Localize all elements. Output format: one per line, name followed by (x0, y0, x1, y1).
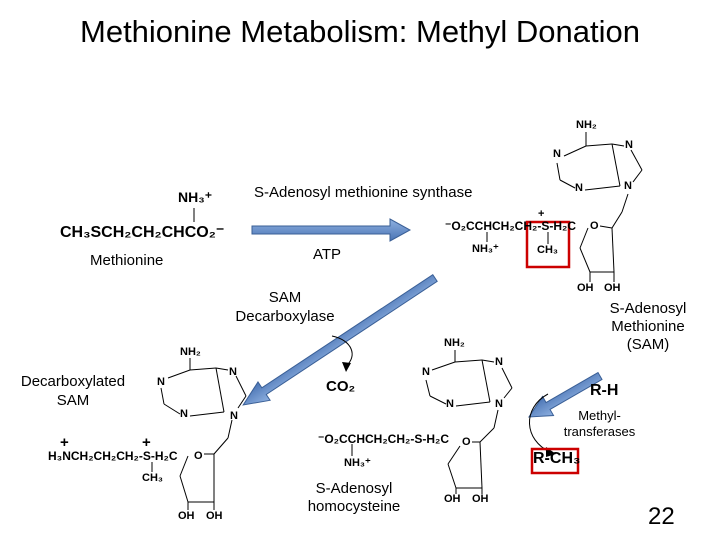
page-number: 22 (648, 503, 675, 530)
sam-label-line2: Methionine (611, 318, 685, 335)
sah-chain: ⁻O₂CCHCH₂CH₂-S-H₂C (318, 432, 449, 446)
sah-label-line1: S-Adenosyl (315, 480, 393, 497)
decarboxylase-label (220, 288, 350, 326)
sam-ring-n1: N (553, 148, 561, 160)
sam-sulfonium-plus: + (538, 208, 545, 220)
sam-chain: ⁻O₂CCHCH₂CH₂-S-H₂C (445, 219, 576, 233)
sam-label-line1: S-Adenosyl (609, 300, 687, 317)
methionine-formula: CH₃SCH₂CH₂CHCO₂⁻ (60, 224, 225, 241)
sah-hydroxyl-2: OH (472, 493, 489, 505)
product-rch3: R-CH₃ (533, 450, 581, 467)
sah-ring-n2: N (495, 356, 503, 368)
sam-amine: NH₃⁺ (472, 243, 499, 255)
sam-ring-n4: N (624, 180, 632, 192)
methionine-label: Methionine (90, 252, 164, 269)
sah-ring-n4: N (495, 398, 503, 410)
dsam-sulfonium-plus: + (142, 434, 151, 451)
dsam-label-line1: Decarboxylated (20, 373, 126, 390)
synthase-arrow (252, 219, 410, 241)
decarboxylase-label-line2: Decarboxylase (235, 308, 335, 325)
sah-ring-amine: NH₂ (444, 337, 465, 349)
co2-curve-arrowhead (342, 362, 351, 372)
slide-title: Methionine Metabolism: Methyl Donation (80, 14, 640, 49)
decarboxylase-label-line1: SAM (268, 289, 302, 306)
dsam-ring-n1: N (157, 376, 165, 388)
dsam-methyl: CH₃ (142, 472, 163, 484)
dsam-ribose-oxygen: O (194, 450, 203, 462)
dsam-ring-amine: NH₂ (180, 346, 201, 358)
synthase-enzyme-label: S-Adenosyl methionine synthase (254, 184, 473, 201)
sah-amine: NH₃⁺ (344, 457, 371, 469)
sam-hydroxyl-2: OH (604, 282, 621, 294)
sah-label (294, 480, 414, 516)
sam-label (603, 300, 693, 354)
co2-label: CO₂ (326, 378, 356, 395)
sam-hydroxyl-1: OH (577, 282, 594, 294)
methyltransferase-label (552, 408, 647, 440)
dsam-amine-plus: + (60, 434, 69, 451)
sah-label-line2: homocysteine (307, 498, 401, 515)
sam-methyl: CH₃ (537, 244, 558, 256)
sah-ribose-oxygen: O (462, 436, 471, 448)
dsam-hydroxyl-1: OH (178, 510, 195, 522)
dsam-label (18, 372, 128, 410)
sam-ring-amine: NH₂ (576, 119, 597, 131)
methyltransferase-label-line1: Methyl- (578, 408, 621, 423)
sah-ring-n1: N (422, 366, 430, 378)
sah-adenine-ring (426, 350, 512, 494)
methionine-amine: NH₃⁺ (178, 189, 213, 205)
substrate-rh: R-H (590, 382, 619, 399)
dsam-label-line2: SAM (56, 392, 90, 409)
sah-hydroxyl-1: OH (444, 493, 461, 505)
dsam-hydroxyl-2: OH (206, 510, 223, 522)
methyltransferase-label-line2: transferases (563, 424, 636, 439)
synthase-cofactor-label: ATP (313, 246, 342, 263)
dsam-ring-n3: N (180, 408, 188, 420)
dsam-chain: H₃NCH₂CH₂CH₂-S-H₂C (48, 449, 178, 463)
dsam-ring-n4: N (230, 410, 238, 422)
dsam-adenine-ring (161, 358, 246, 510)
sam-ribose-oxygen: O (590, 220, 599, 232)
sah-ring-n3: N (446, 398, 454, 410)
sam-ring-n3: N (575, 182, 583, 194)
sam-ring-n2: N (625, 139, 633, 151)
sam-label-line3: (SAM) (626, 336, 670, 353)
dsam-ring-n2: N (229, 366, 237, 378)
